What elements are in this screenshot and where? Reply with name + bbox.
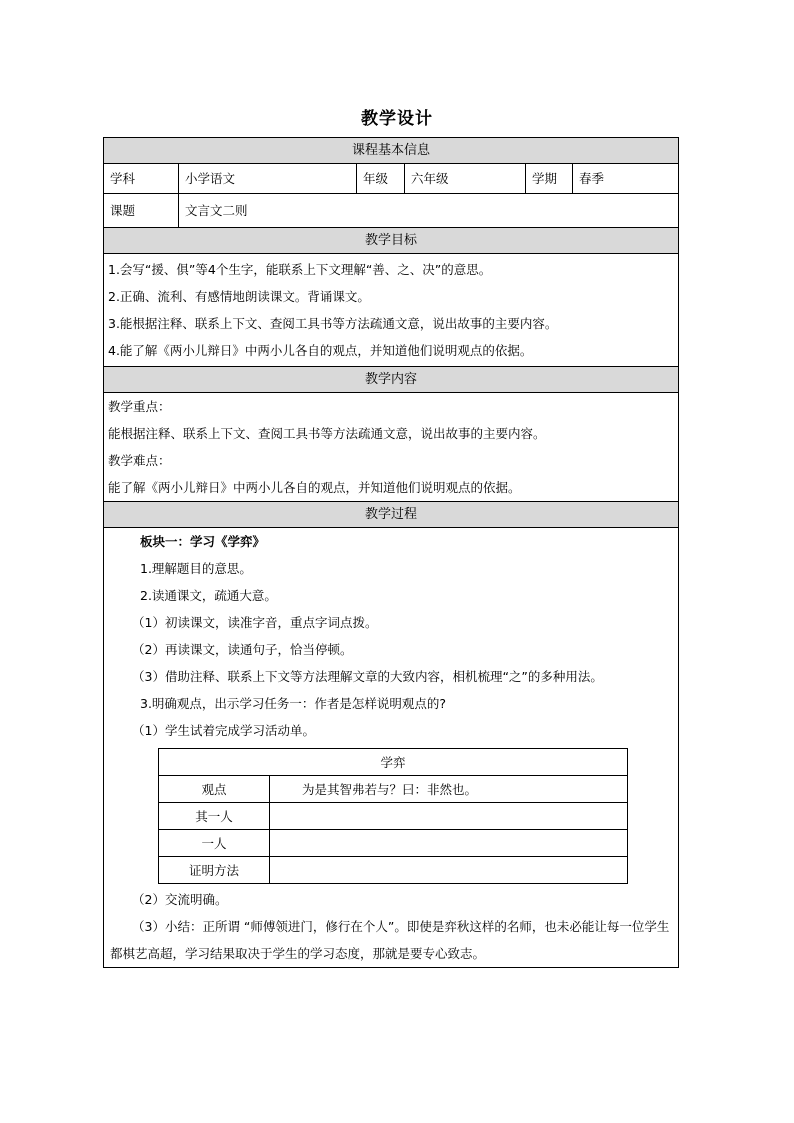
row-value (270, 803, 628, 830)
lesson-plan-table (103, 137, 679, 968)
key-point-text: 能根据注释、联系上下文、查阅工具书等方法疏通文意，说出故事的主要内容。 (108, 426, 546, 441)
goal-item: 3.能根据注释、联系上下文、查阅工具书等方法疏通文意，说出故事的主要内容。 (108, 316, 558, 331)
goal-item: 2.正确、流利、有感情地朗读课文。背诵课文。 (108, 289, 370, 304)
topic-row (104, 194, 678, 228)
summary-paragraph: （3）小结：正所谓 “师傅领进门，修行在个人”。即使是弈秋这样的名师，也未必能让每一位学生都棋艺高超，学习结果取决于学生的学习态度，那就是要专心致志。 (110, 919, 670, 961)
topic-value: 文言文二则 (185, 203, 248, 218)
block-heading: 板块一：学习《学弈》 (140, 534, 266, 549)
section-header-process: 教学过程 (104, 502, 678, 528)
difficulty-label: 教学难点： (108, 453, 171, 468)
process-body (104, 528, 678, 967)
row-label: 一人 (159, 830, 270, 857)
grade-label: 年级 (357, 164, 405, 193)
section-header-basic-info: 课程基本信息 (104, 138, 678, 164)
goal-item: 1.会写“援、俱”等4个生字，能联系上下文理解“善、之、决”的意思。 (108, 262, 492, 277)
sub-step-item: （2）交流明确。 (132, 892, 228, 907)
subject-label: 学科 (104, 164, 179, 193)
grade-value: 六年级 (405, 164, 526, 193)
term-label: 学期 (526, 164, 573, 193)
goal-item: 4.能了解《两小儿辩日》中两小儿各自的观点，并知道他们说明观点的依据。 (108, 343, 533, 358)
row-value: 为是其智弗若与？曰：非然也。 (270, 776, 628, 803)
activity-sheet-title: 学弈 (159, 749, 628, 776)
table-row (159, 776, 628, 803)
sub-step-item: （1）学生试着完成学习活动单。 (132, 723, 315, 738)
key-point-label: 教学重点： (108, 399, 171, 414)
row-value (270, 830, 628, 857)
table-row (159, 803, 628, 830)
row-label: 其一人 (159, 803, 270, 830)
section-header-goals: 教学目标 (104, 228, 678, 254)
sub-step-item: （1）初读课文，读准字音，重点字词点拨。 (132, 615, 378, 630)
table-row (159, 857, 628, 884)
difficulty-text: 能了解《两小儿辩日》中两小儿各自的观点，并知道他们说明观点的依据。 (108, 480, 521, 495)
step-item: 2.读通课文，疏通大意。 (140, 588, 277, 603)
step-item: 3.明确观点，出示学习任务一：作者是怎样说明观点的? (140, 696, 447, 711)
activity-sheet-table (158, 748, 628, 884)
subject-value: 小学语文 (179, 164, 357, 193)
term-value: 春季 (579, 171, 605, 186)
goals-list (104, 254, 678, 367)
content-body (104, 393, 678, 502)
table-row (159, 830, 628, 857)
basic-info-row (104, 164, 678, 194)
row-label: 证明方法 (159, 857, 270, 884)
sub-step-item: （3）借助注释、联系上下文等方法理解文章的大致内容，相机梳理“之”的多种用法。 (132, 669, 603, 684)
row-value (270, 857, 628, 884)
document-title: 教学设计 (361, 109, 433, 129)
row-label: 观点 (159, 776, 270, 803)
topic-label: 课题 (104, 194, 179, 227)
step-item: 1.理解题目的意思。 (140, 561, 252, 576)
sub-step-item: （2）再读课文，读通句子，恰当停顿。 (132, 642, 353, 657)
section-header-content: 教学内容 (104, 367, 678, 393)
